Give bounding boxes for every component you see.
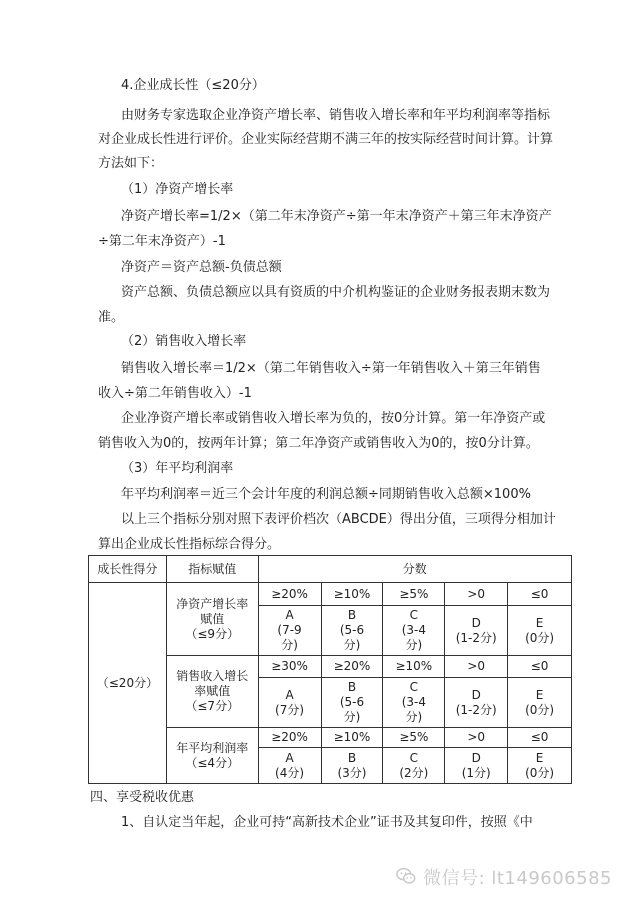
- grade-points: (1分): [461, 765, 491, 780]
- grade-points: 分): [405, 638, 423, 652]
- threshold-cell: ≥10%: [321, 583, 383, 606]
- item-2-title: （2）销售收入增长率: [121, 334, 247, 349]
- grade-points: (5-6: [339, 695, 365, 709]
- paragraph-line: 方法如下：: [98, 156, 164, 171]
- grade-points: (0分): [525, 702, 555, 717]
- growth-score-table: [88, 555, 572, 784]
- indicator-cell: [166, 656, 258, 728]
- threshold-cell: ≤0: [508, 728, 572, 748]
- paragraph-line: 1、自认定当年起，企业可持“高新技术企业”证书及其复印件，按照《中: [121, 815, 533, 830]
- indicator-max: （≤7分）: [185, 699, 240, 713]
- threshold-cell: ≥10%: [383, 656, 445, 678]
- threshold-cell: ≥20%: [321, 656, 383, 678]
- grade-points: 分): [405, 710, 423, 724]
- grade-points: (7分): [275, 702, 305, 717]
- grade-cell: [321, 748, 383, 784]
- grade-points: (3分): [337, 765, 367, 780]
- grade-points: 分): [343, 710, 361, 724]
- header-growth-score: 成长性得分: [89, 556, 167, 583]
- grade-points: (0分): [525, 630, 555, 645]
- threshold-cell: ≤0: [508, 656, 572, 678]
- grade-letter: B: [347, 608, 357, 622]
- grade-points: (1-2分): [455, 702, 497, 717]
- watermark-text: 微信号: lt149606585: [423, 868, 612, 889]
- paragraph-line: 以上三个指标分别对照下表评价档次（ABCDE）得出分值，三项得分相加计: [121, 512, 556, 527]
- paragraph-line: 销售收入为0的，按两年计算；第二年净资产或销售收入为0的，按0分计算。: [98, 436, 539, 451]
- threshold-cell: ≥20%: [258, 728, 321, 748]
- indicator-name: 率赋值: [194, 684, 231, 698]
- paragraph-line: 对企业成长性进行评价。企业实际经营期不满三年的按实际经营时间计算。计算: [98, 132, 554, 147]
- grade-cell: [258, 748, 321, 784]
- wechat-icon: [395, 865, 417, 887]
- grade-cell: [508, 748, 572, 784]
- threshold-cell: >0: [445, 583, 508, 606]
- watermark: [423, 864, 612, 890]
- paragraph-line: 企业净资产增长率或销售收入增长率为负的，按0分计算。第一年净资产或: [121, 411, 546, 426]
- grade-cell: [445, 678, 508, 728]
- grade-letter: B: [347, 680, 357, 694]
- threshold-cell: >0: [445, 728, 508, 748]
- indicator-max: （≤4分）: [185, 755, 240, 770]
- grade-cell: [445, 606, 508, 656]
- threshold-cell: ≥5%: [383, 728, 445, 748]
- section-tax-heading: 四、享受税收优惠: [90, 790, 195, 805]
- grade-cell: [508, 606, 572, 656]
- threshold-cell: ≥5%: [383, 583, 445, 606]
- grade-letter: D: [471, 615, 481, 630]
- grade-cell: [383, 678, 445, 728]
- grade-points: (1-2分): [455, 630, 497, 645]
- paragraph-line: 准。: [98, 310, 125, 325]
- grade-letter: E: [535, 687, 544, 702]
- grade-cell: [383, 748, 445, 784]
- header-score: 分数: [258, 556, 571, 583]
- grade-letter: E: [535, 750, 544, 765]
- grade-points: (7-9: [277, 623, 302, 637]
- threshold-cell: ≥30%: [258, 656, 321, 678]
- formula-line: 收入÷第二年销售收入）-1: [98, 386, 252, 401]
- grade-letter: A: [285, 608, 294, 622]
- indicator-max: （≤9分）: [185, 626, 240, 641]
- grade-cell: [321, 678, 383, 728]
- paragraph-line: 算出企业成长性指标综合得分。: [98, 537, 281, 552]
- definition-line: 净资产＝资产总额-负债总额: [121, 260, 282, 275]
- formula-line: 销售收入增长率＝1/2×（第二年销售收入÷第一年销售收入＋第三年销售: [121, 361, 541, 376]
- indicator-name: 净资产增长率: [176, 596, 249, 611]
- header-indicator: 指标赋值: [166, 556, 258, 583]
- grade-letter: C: [409, 750, 419, 765]
- grade-letter: C: [409, 608, 419, 622]
- table-header-row: [89, 556, 572, 583]
- grade-letter: E: [535, 615, 544, 630]
- formula-line: ÷第二年末净资产）-1: [98, 234, 226, 249]
- grade-points: 分): [343, 638, 361, 652]
- table-row: [89, 583, 572, 606]
- grade-points: (5-6: [339, 623, 365, 637]
- grade-letter: D: [471, 750, 481, 765]
- section-4-title: 4.企业成长性（≤20分）: [121, 78, 265, 93]
- grade-cell: [383, 606, 445, 656]
- grade-letter: D: [471, 687, 481, 702]
- formula-line: 净资产增长率=1/2×（第二年末净资产÷第一年末净资产＋第三年末净资产: [121, 209, 552, 224]
- formula-line: 年平均利润率＝近三个会计年度的利润总额÷同期销售收入总额×100%: [121, 487, 531, 502]
- grade-letter: A: [285, 687, 294, 702]
- grade-cell: [508, 678, 572, 728]
- grade-cell: [321, 606, 383, 656]
- grade-points: (3-4: [401, 623, 426, 637]
- item-1-title: （1）净资产增长率: [121, 182, 234, 197]
- grade-cell: [258, 606, 321, 656]
- indicator-name: 销售收入增长: [176, 669, 249, 683]
- grade-cell: [258, 678, 321, 728]
- threshold-cell: ≥20%: [258, 583, 321, 606]
- indicator-cell: [166, 583, 258, 656]
- indicator-name: 赋值: [200, 611, 225, 626]
- threshold-cell: >0: [445, 656, 508, 678]
- paragraph-line: 由财务专家选取企业净资产增长率、销售收入增长率和年平均利润率等指标: [121, 108, 551, 123]
- grade-letter: C: [409, 680, 419, 694]
- grade-points: 分): [281, 638, 298, 652]
- indicator-name: 年平均利润率: [176, 740, 249, 755]
- grade-points: (0分): [525, 765, 555, 780]
- grade-letter: B: [347, 750, 357, 765]
- paragraph-line: 资产总额、负债总额应以具有资质的中介机构鉴证的企业财务报表期末数为: [121, 285, 551, 300]
- total-score-cell: （≤20分）: [89, 583, 167, 784]
- threshold-cell: ≥10%: [321, 728, 383, 748]
- grade-points: (4分): [275, 765, 305, 780]
- grade-letter: A: [285, 750, 294, 765]
- grade-cell: [445, 748, 508, 784]
- grade-points: (3-4: [401, 695, 426, 709]
- threshold-cell: ≤0: [508, 583, 572, 606]
- indicator-cell: [166, 728, 258, 784]
- item-3-title: （3）年平均利润率: [121, 461, 234, 476]
- grade-points: (2分): [399, 765, 429, 780]
